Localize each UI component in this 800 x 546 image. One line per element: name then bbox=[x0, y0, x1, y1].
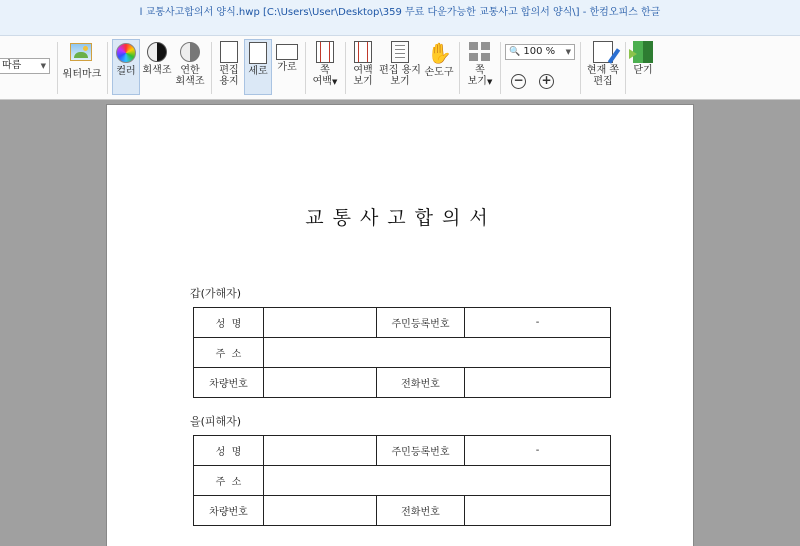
resident-no-value-cell: - bbox=[465, 436, 611, 466]
divider bbox=[211, 42, 212, 94]
color-wheel-icon bbox=[116, 43, 136, 63]
name-label-cell: 성 명 bbox=[194, 308, 264, 338]
edit-paper-label-1: 편집 bbox=[219, 65, 239, 76]
vehicle-no-label-cell: 차량번호 bbox=[194, 368, 264, 398]
divider bbox=[500, 42, 501, 94]
portrait-button[interactable] bbox=[244, 39, 272, 95]
party-a-label: 갑(가해자) bbox=[190, 287, 242, 300]
zoom-magnifier-icon: 🔍 bbox=[509, 47, 521, 57]
edit-current-label-2: 편집 bbox=[593, 76, 613, 87]
edit-paper-view-icon bbox=[391, 41, 409, 63]
party-b-label: 을(피해자) bbox=[190, 415, 242, 428]
resident-no-label-cell: 주민등록번호 bbox=[377, 436, 465, 466]
show-margin-icon bbox=[354, 41, 372, 63]
edit-page-icon bbox=[593, 41, 613, 63]
page-view-label-2: 보기 bbox=[467, 76, 487, 87]
page-mode-select-value: 따름 bbox=[2, 60, 22, 71]
page-margin-label-2: 여백 bbox=[312, 76, 332, 87]
color-label: 컬러 bbox=[116, 66, 136, 77]
table-row bbox=[194, 466, 611, 496]
table-row bbox=[194, 308, 611, 338]
address-label-cell: 주 소 bbox=[194, 466, 264, 496]
party-a-table bbox=[193, 307, 611, 398]
divider bbox=[459, 42, 460, 94]
divider bbox=[345, 42, 346, 94]
minus-icon: − bbox=[513, 73, 524, 87]
table-row bbox=[194, 436, 611, 466]
page-mode-select[interactable] bbox=[0, 58, 50, 74]
document-title: 교통사고합의서 bbox=[305, 207, 497, 229]
vehicle-no-value-cell bbox=[264, 496, 377, 526]
multi-page-icon bbox=[469, 42, 491, 62]
name-label-cell: 성 명 bbox=[194, 436, 264, 466]
divider bbox=[107, 42, 108, 94]
hand-tool-label: 손도구 bbox=[424, 67, 454, 78]
page-margin-label-1: 쪽 bbox=[320, 65, 330, 76]
landscape-label: 가로 bbox=[277, 62, 297, 73]
address-value-cell bbox=[264, 338, 611, 368]
landscape-page-icon bbox=[276, 44, 298, 60]
watermark-icon bbox=[70, 43, 92, 61]
portrait-label: 세로 bbox=[248, 66, 268, 77]
divider bbox=[57, 42, 58, 94]
plus-icon: + bbox=[541, 73, 552, 87]
table-row bbox=[194, 368, 611, 398]
chevron-down-icon: ▼ bbox=[331, 78, 338, 86]
hand-icon: ✋ bbox=[427, 41, 452, 65]
title-bar bbox=[0, 0, 800, 36]
phone-label-cell: 전화번호 bbox=[377, 368, 465, 398]
zoom-in-button[interactable] bbox=[539, 74, 554, 89]
vehicle-no-label-cell: 차량번호 bbox=[194, 496, 264, 526]
name-value-cell bbox=[264, 308, 377, 338]
show-margin-button[interactable] bbox=[349, 39, 377, 95]
landscape-button[interactable] bbox=[273, 39, 301, 95]
table-row bbox=[194, 338, 611, 368]
zoom-out-button[interactable] bbox=[511, 74, 526, 89]
show-margin-label-2: 보기 bbox=[353, 76, 373, 87]
phone-value-cell bbox=[465, 496, 611, 526]
chevron-down-icon: ▼ bbox=[40, 62, 46, 70]
close-preview-button[interactable] bbox=[629, 39, 657, 95]
portrait-page-icon bbox=[249, 42, 267, 64]
zoom-select[interactable] bbox=[505, 44, 575, 60]
phone-value-cell bbox=[465, 368, 611, 398]
phone-label-cell: 전화번호 bbox=[377, 496, 465, 526]
resident-no-label-cell: 주민등록번호 bbox=[377, 308, 465, 338]
edit-paper-label-2: 용지 bbox=[219, 76, 239, 87]
page-margin-icon bbox=[316, 41, 334, 63]
document-page bbox=[106, 104, 694, 546]
page-view-label-1: 쪽 bbox=[475, 65, 485, 76]
edit-current-page-button[interactable] bbox=[584, 39, 622, 95]
grayscale-label: 회색조 bbox=[142, 65, 172, 76]
address-label-cell: 주 소 bbox=[194, 338, 264, 368]
print-preview-ribbon bbox=[0, 36, 800, 100]
divider bbox=[625, 42, 626, 94]
table-row bbox=[194, 496, 611, 526]
show-edit-paper-label-2: 보기 bbox=[390, 76, 410, 87]
color-button[interactable] bbox=[112, 39, 140, 95]
watermark-label: 워터마크 bbox=[62, 69, 102, 80]
show-margin-label-1: 여백 bbox=[353, 65, 373, 76]
divider bbox=[580, 42, 581, 94]
address-value-cell bbox=[264, 466, 611, 496]
light-gray-label-2: 회색조 bbox=[175, 76, 205, 87]
window-title: l 교통사고합의서 양식.hwp [C:\Users\User\Desktop\359 무료 다운가능한 교통사고 합의서 양식\] - 한컴오피스 한글 bbox=[139, 7, 661, 18]
divider bbox=[305, 42, 306, 94]
resident-no-value-cell: - bbox=[465, 308, 611, 338]
chevron-down-icon: ▼ bbox=[486, 78, 493, 86]
grayscale-button[interactable] bbox=[142, 39, 172, 95]
chevron-down-icon: ▼ bbox=[565, 48, 571, 56]
show-edit-paper-button[interactable] bbox=[379, 39, 421, 95]
grayscale-icon bbox=[147, 42, 167, 62]
edit-paper-button[interactable] bbox=[215, 39, 243, 95]
watermark-button[interactable] bbox=[61, 39, 103, 95]
edit-current-label-1: 현재 쪽 bbox=[586, 65, 620, 76]
page-view-button[interactable] bbox=[463, 39, 497, 95]
page-margin-button[interactable] bbox=[309, 39, 341, 95]
zoom-value: 100 % bbox=[523, 46, 556, 57]
show-edit-paper-label-1: 편집 용지 bbox=[379, 65, 421, 76]
vehicle-no-value-cell bbox=[264, 368, 377, 398]
document-workspace[interactable] bbox=[0, 100, 800, 546]
light-grayscale-button[interactable] bbox=[174, 39, 206, 95]
paper-icon bbox=[220, 41, 238, 63]
name-value-cell bbox=[264, 436, 377, 466]
close-label: 닫기 bbox=[633, 65, 653, 76]
light-gray-label-1: 연한 bbox=[180, 65, 200, 76]
light-grayscale-icon bbox=[180, 42, 200, 62]
hand-tool-button[interactable] bbox=[423, 39, 455, 95]
exit-door-icon bbox=[633, 41, 653, 63]
party-b-table bbox=[193, 435, 611, 526]
